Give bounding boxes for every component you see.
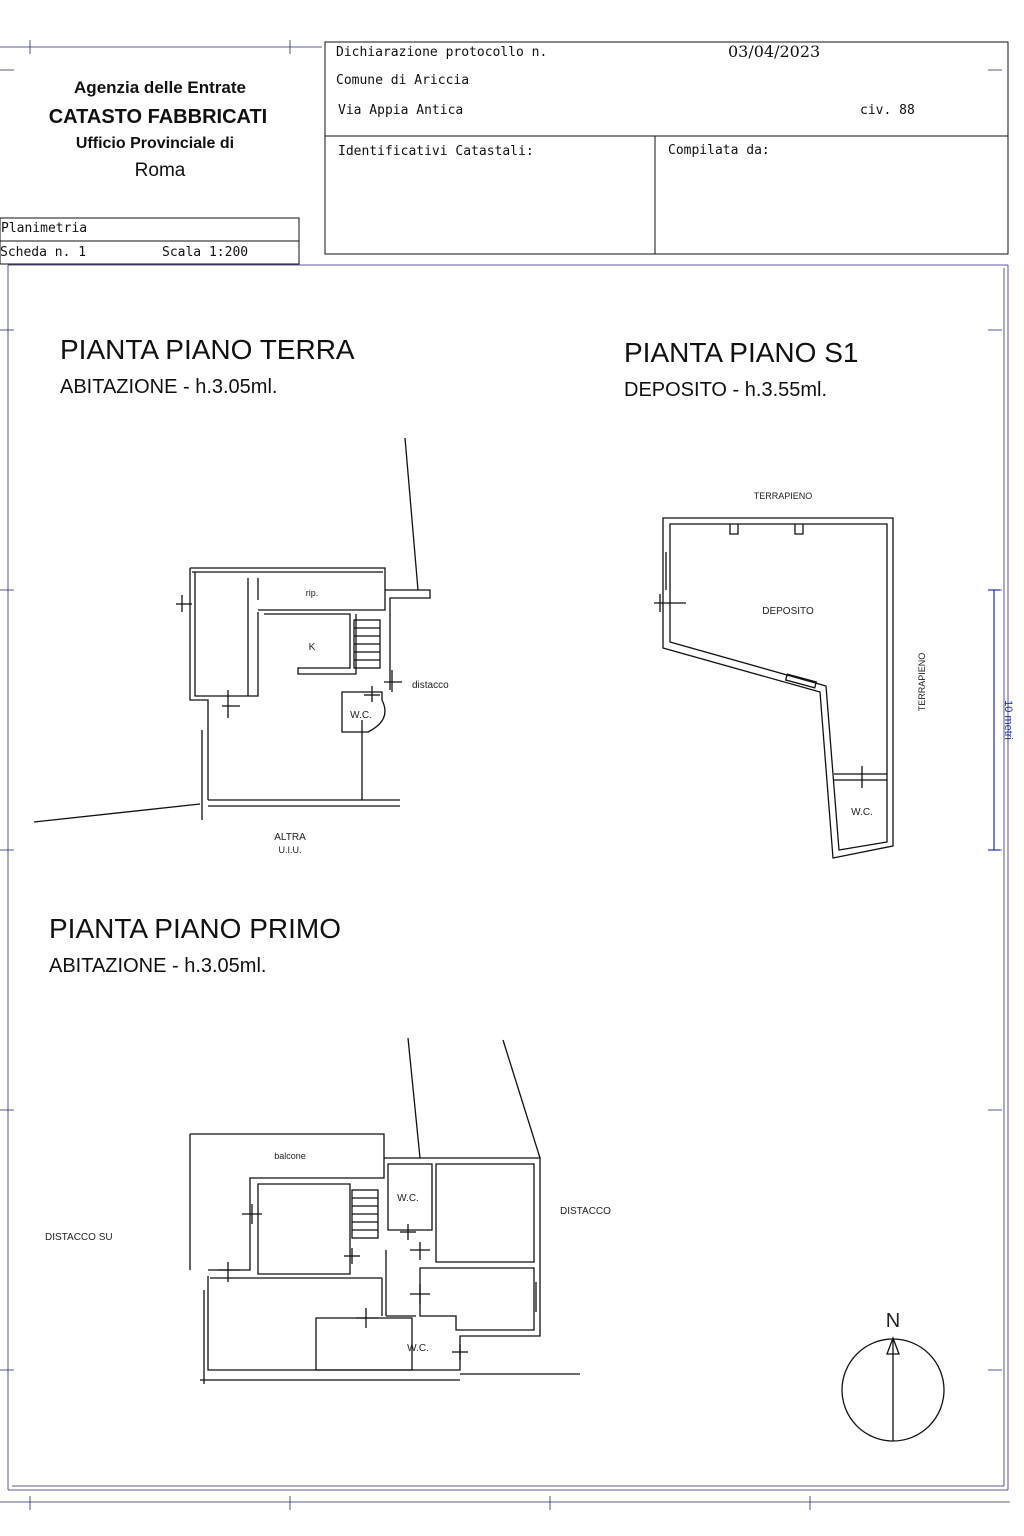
scale-bar-label: 10 metri bbox=[1002, 700, 1014, 740]
basement-label-terrapieno-side: TERRAPIENO bbox=[917, 652, 927, 712]
declaration-date: 03/04/2023 bbox=[728, 42, 821, 61]
north-label: N bbox=[885, 1310, 901, 1332]
first-floor-subtitle: ABITAZIONE - h.3.05ml. bbox=[49, 955, 267, 977]
identifiers-label: Identificativi Catastali: bbox=[338, 144, 534, 159]
sheet-frame bbox=[0, 40, 1010, 1510]
basement-label-terrapieno-top: TERRAPIENO bbox=[753, 491, 813, 501]
basement-title: PIANTA PIANO S1 bbox=[624, 337, 859, 368]
office-name: Ufficio Provinciale di bbox=[75, 135, 235, 152]
first-label-wc-bottom: W.C. bbox=[407, 1343, 429, 1354]
basement-label-wc: W.C. bbox=[851, 807, 873, 818]
street-text: Via Appia Antica bbox=[338, 103, 464, 118]
ground-label-altra-2: U.I.U. bbox=[278, 845, 302, 855]
scale-text: Scala 1:200 bbox=[162, 245, 249, 260]
basement-subtitle: DEPOSITO - h.3.55ml. bbox=[624, 379, 828, 401]
scale-bar bbox=[988, 590, 1000, 850]
comune-text: Comune di Ariccia bbox=[336, 73, 470, 88]
ground-label-wc: W.C. bbox=[350, 710, 372, 721]
civic-number: civ. 88 bbox=[860, 103, 915, 118]
ground-floor-title: PIANTA PIANO TERRA bbox=[60, 334, 355, 365]
department-name: CATASTO FABBRICATI bbox=[48, 106, 268, 128]
ground-label-k: K bbox=[308, 642, 316, 653]
ground-label-altra-1: ALTRA bbox=[274, 832, 306, 843]
first-label-balcone: balcone bbox=[274, 1151, 306, 1161]
first-label-wc-top: W.C. bbox=[397, 1193, 419, 1204]
city-name: Roma bbox=[134, 160, 186, 181]
compiled-by-label: Compilata da: bbox=[668, 143, 770, 158]
basement-label-deposito: DEPOSITO bbox=[762, 606, 814, 617]
agency-name: Agenzia delle Entrate bbox=[74, 78, 246, 97]
ground-label-rip: rip. bbox=[305, 588, 319, 598]
first-floor-title: PIANTA PIANO PRIMO bbox=[49, 913, 341, 944]
ground-floor-subtitle: ABITAZIONE - h.3.05ml. bbox=[60, 376, 278, 398]
sheet-number: Scheda n. 1 bbox=[0, 245, 87, 260]
first-label-distacco-su: DISTACCO SU bbox=[45, 1232, 113, 1243]
first-label-distacco: DISTACCO bbox=[560, 1206, 611, 1217]
first-floor-plan bbox=[190, 1038, 580, 1384]
north-arrow bbox=[842, 1338, 944, 1441]
plan-type: Planimetria bbox=[1, 221, 88, 236]
ground-floor-plan bbox=[34, 438, 430, 822]
declaration-label: Dichiarazione protocollo n. bbox=[336, 45, 548, 60]
ground-label-distacco: distacco bbox=[412, 680, 449, 691]
